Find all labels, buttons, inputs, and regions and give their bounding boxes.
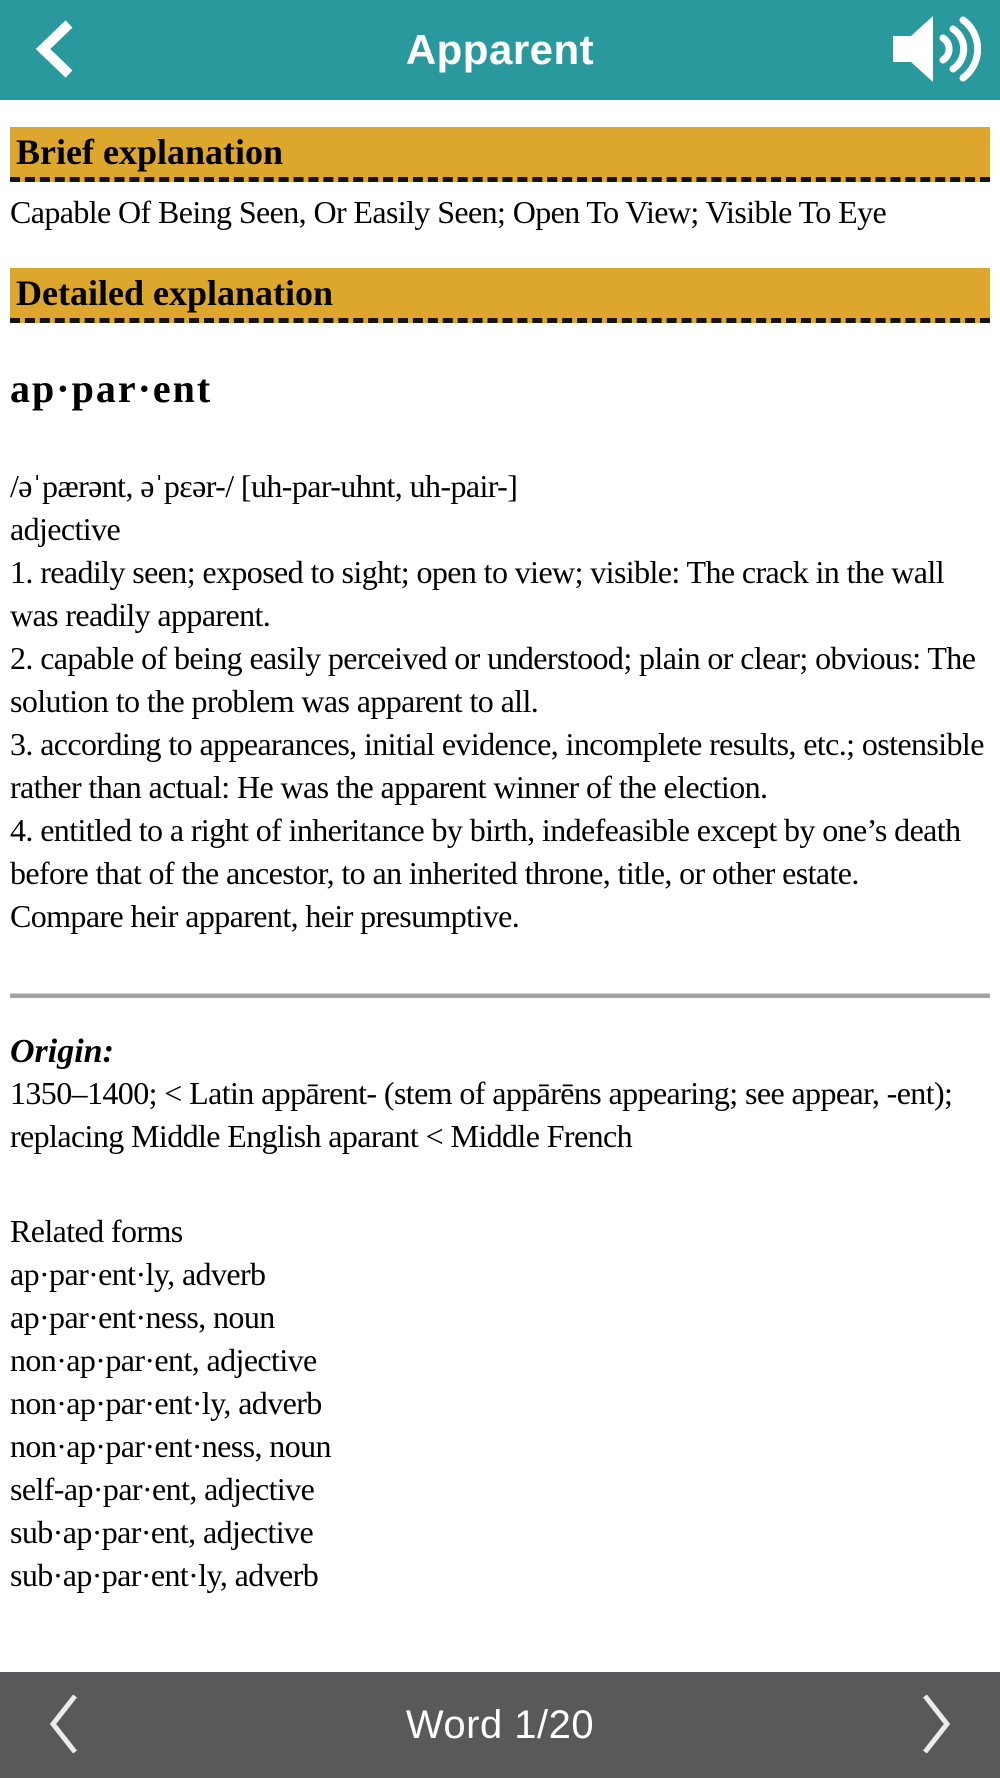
part-of-speech: adjective [10, 511, 121, 547]
brief-heading-label: Brief explanation [16, 132, 283, 172]
brief-explanation-text: Capable Of Being Seen, Or Easily Seen; Open To View; Visible To Eye [10, 194, 887, 230]
prev-word-button[interactable] [18, 1672, 108, 1778]
headword: ap·par·ent [10, 366, 213, 411]
related-form: non·ap·par·ent, adjective [10, 1342, 317, 1378]
origin-label: Origin: [10, 1033, 114, 1070]
definition-2: 2. capable of being easily perceived or understood; plain or clear; obvious: The solution to the problem was apparent to all. [10, 640, 976, 719]
related-form: non·ap·par·ent·ness, noun [10, 1428, 331, 1464]
word-counter: Word 1/20 [405, 1702, 595, 1747]
related-form: sub·ap·par·ent, adjective [10, 1514, 314, 1550]
word-nav-bar [0, 1672, 1000, 1778]
related-form: self-ap·par·ent, adjective [10, 1471, 315, 1507]
speaker-icon [885, 12, 981, 89]
header-bar [0, 0, 1000, 100]
pronounce-button[interactable] [878, 0, 988, 100]
section-heading-detailed [10, 268, 990, 323]
pronunciation: /əˈpærənt, əˈpɛər-/ [uh-par-uhnt, uh-pair-] [10, 468, 518, 504]
next-word-button[interactable] [892, 1672, 982, 1778]
section-divider [10, 994, 990, 998]
chevron-left-icon [33, 19, 77, 82]
related-forms-label: Related forms [10, 1213, 183, 1249]
detailed-heading-label: Detailed explanation [16, 273, 334, 313]
related-form: ap·par·ent·ly, adverb [10, 1256, 266, 1292]
definition-4: 4. entitled to a right of inheritance by birth, indefeasible except by one’s death before that of the ancestor, to an inherited throne, title, or other estate. [10, 812, 961, 891]
chevron-right-icon [919, 1691, 955, 1760]
definition-3: 3. according to appearances, initial evidence, incomplete results, etc.; ostensible rather than actual: He was the apparent winner of the election. [10, 726, 984, 805]
related-form: non·ap·par·ent·ly, adverb [10, 1385, 322, 1421]
chevron-left-icon [45, 1691, 81, 1760]
section-heading-brief [10, 127, 990, 182]
page-title: Apparent [405, 26, 595, 73]
definition-scroll-area[interactable] [0, 100, 1000, 1672]
related-form: sub·ap·par·ent·ly, adverb [10, 1557, 319, 1593]
definition-1: 1. readily seen; exposed to sight; open to view; visible: The crack in the wall was readily apparent. [10, 554, 944, 633]
back-button[interactable] [10, 0, 100, 100]
origin-text: 1350–1400; < Latin appārent- (stem of appārēns appearing; see appear, -ent); replacing Middle English aparant < Middle French [10, 1075, 953, 1154]
related-form: ap·par·ent·ness, noun [10, 1299, 275, 1335]
compare-note: Compare heir apparent, heir presumptive. [10, 898, 520, 934]
